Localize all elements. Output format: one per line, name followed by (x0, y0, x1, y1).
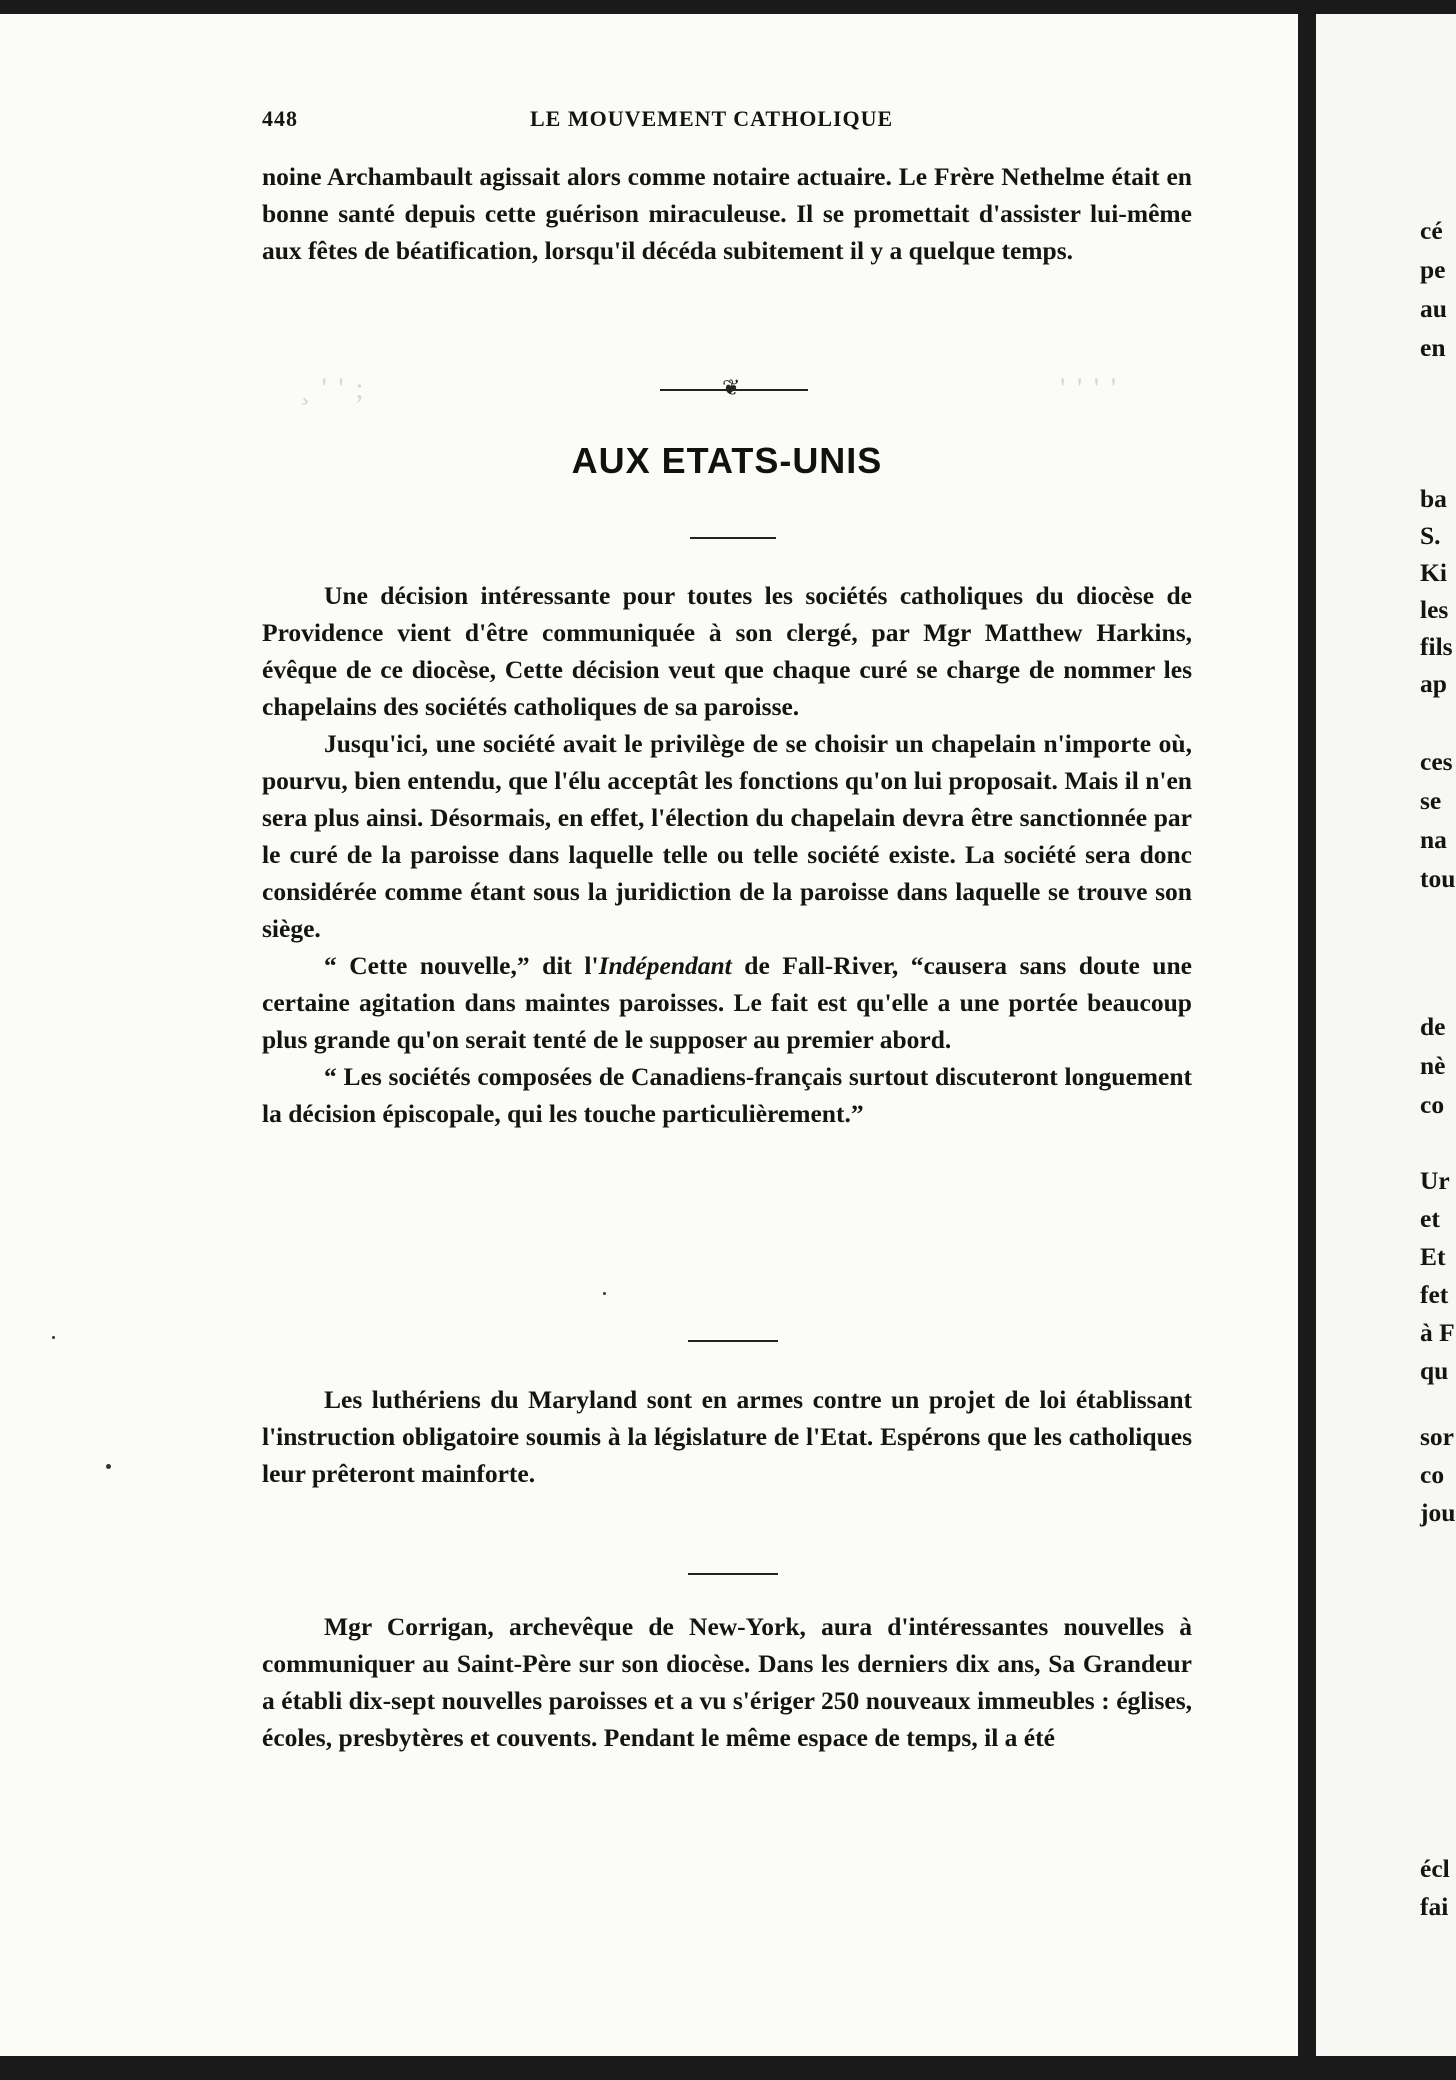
facing-fragment: ap (1420, 669, 1447, 698)
facing-fragment: et (1420, 1204, 1440, 1233)
quote-text: “ Cette nouvelle,” dit l' (324, 951, 599, 980)
facing-fragment: tou (1420, 864, 1456, 893)
facing-fragment: fet (1420, 1280, 1449, 1309)
paragraph: Mgr Corrigan, archevêque de New-York, aura d'intéressantes nouvelles à communiquer au Saint-Père sur son diocèse. Dans les derniers dix ans, Sa Grandeur a établi dix-sept nouvelles paroisses et a vu s'ériger 250 nouveaux immeubles : églises, écoles, presbytères et couvents. Pendant le même espace de temps, il a été (262, 1612, 1192, 1752)
facing-fragment: ba (1420, 484, 1447, 513)
facing-fragment: au (1420, 294, 1447, 323)
facing-fragment: jou (1420, 1498, 1456, 1527)
bleed-through-mark: ¸ ' ' ; (300, 372, 366, 405)
facing-fragment: co (1420, 1460, 1445, 1489)
facing-fragment: écl (1420, 1854, 1450, 1883)
quote-text: de Fall-River, “causera sans doute une certaine agitation dans maintes paroisses. Le fait est qu'elle a une portée beaucoup plus grande qu'on serait tenté de le supposer au premier abord. (262, 951, 1192, 1054)
facing-fragment: Et (1420, 1242, 1446, 1271)
paragraph: Les luthériens du Maryland sont en armes contre un projet de loi établissant l'instruction obligatoire soumis à la législature de l'Etat. Espérons que les catholiques leur prêteront mainforte. (262, 1385, 1192, 1488)
facing-fragment: ces (1420, 747, 1453, 776)
paragraph: noine Archambault agissait alors comme notaire actuaire. Le Frère Nethelme était en bonne santé depuis cette guérison miraculeuse. Il se promettait d'assister lui-même aux fêtes de béatification, lorsqu'il décéda subitement il y a quelque temps. (262, 162, 1192, 265)
paragraph: Jusqu'ici, une société avait le privilège de se choisir un chapelain n'importe où, pourvu, bien entendu, que l'élu acceptât les fonctions qu'on lui proposait. Mais il n'en sera plus ainsi. Désormais, en effet, l'élection du chapelain devra être sanctionnée par le curé de la paroisse dans laquelle telle ou telle société existe. La société sera donc considérée comme étant sous la juridiction de la paroisse dans laquelle se trouve son siège. (262, 729, 1192, 943)
facing-fragment: fai (1420, 1892, 1449, 1921)
newspaper-title: Indépendant (598, 951, 732, 980)
facing-fragment: cé (1420, 216, 1443, 245)
facing-fragment: Ur (1420, 1166, 1450, 1195)
facing-fragment: en (1420, 333, 1446, 362)
scan-speck (106, 1464, 111, 1469)
facing-fragment: qu (1420, 1356, 1449, 1385)
facing-fragment: nè (1420, 1051, 1446, 1080)
bleed-through-mark: ' ' ' ' (1060, 372, 1119, 405)
facing-fragment: fils (1420, 632, 1453, 661)
facing-fragment: Ki (1420, 558, 1447, 587)
facing-fragment: S. (1420, 521, 1441, 550)
facing-fragment: se (1420, 786, 1442, 815)
facing-fragment: sor (1420, 1422, 1454, 1451)
quote-paragraph: “ Les sociétés composées de Canadiens-français surtout discuteront longuement la décision épiscopale, qui les touche particulièrement.” (262, 1062, 1192, 1128)
ornament-glyph: ❦ (722, 376, 741, 401)
scan-speck (52, 1336, 55, 1339)
scan-speck (603, 1292, 606, 1295)
section-heading: AUX ETATS-UNIS (571, 440, 883, 481)
facing-fragment: pe (1420, 255, 1446, 284)
facing-fragment: de (1420, 1012, 1446, 1041)
facing-fragment: à F (1420, 1318, 1455, 1347)
facing-fragment: co (1420, 1090, 1445, 1119)
page-number: 448 (262, 106, 298, 131)
paragraph: Une décision intéressante pour toutes les sociétés catholiques du diocèse de Providence vient d'être communiquée à son clergé, par Mgr Matthew Harkins, évêque de ce diocèse, Cette décision veut que chaque curé se charge de nommer les chapelains des sociétés catholiques de sa paroisse. (262, 581, 1192, 721)
running-title: LE MOUVEMENT CATHOLIQUE (530, 106, 894, 131)
facing-fragment: les (1420, 595, 1449, 624)
facing-fragment: na (1420, 825, 1447, 854)
